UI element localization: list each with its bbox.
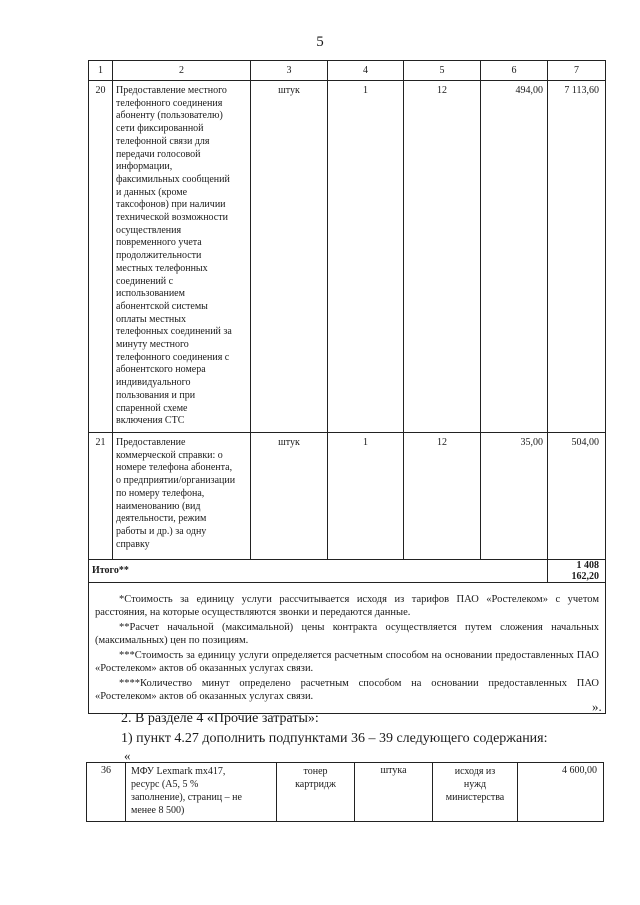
total-row — [89, 559, 606, 582]
total-value: 1 408 162,20 — [548, 559, 606, 582]
text-line: номере телефона абонента, — [116, 462, 233, 474]
total-cell: 504,00 — [548, 432, 606, 559]
subsection-paragraph: 1) пункт 4.27 дополнить подпунктами 36 – 39 следующего содержания: — [121, 731, 548, 746]
text-line: тонер — [303, 766, 328, 777]
text-line: заполнение), страниц – не — [131, 792, 242, 803]
text-line: телефонного соединения с — [116, 351, 230, 363]
item-name — [126, 763, 277, 822]
service-description — [113, 432, 251, 559]
text-line: использованием — [116, 288, 185, 300]
text-line: Предоставление — [116, 436, 186, 448]
text-line: и данных (кроме — [116, 186, 188, 198]
footnote: ****Количество минут определено расчетным способом на основании предоставленных ПАО «Ростелеком» актов об оказанных услугах связи. — [95, 677, 599, 703]
text-line: министерства — [445, 792, 505, 803]
text-line: телефонных соединений за — [116, 326, 232, 338]
price-cell: 35,00 — [481, 432, 548, 559]
text-line: абоненту (пользователю) — [116, 110, 223, 122]
source-cell — [433, 763, 518, 822]
text-line: индивидуального — [116, 377, 191, 389]
item-type — [277, 763, 355, 822]
text-line: по номеру телефона, — [116, 487, 205, 499]
text-line: передачи голосовой — [116, 148, 201, 160]
header-cell: 6 — [481, 61, 548, 81]
header-cell: 2 — [113, 61, 251, 81]
text-line: менее 8 500) — [131, 805, 185, 816]
service-description — [113, 81, 251, 433]
text-line: сети фиксированной — [116, 123, 204, 135]
text-line: включения СТС — [116, 415, 185, 427]
text-line: пользования и при — [116, 389, 196, 401]
text-line: исходя из — [454, 766, 496, 777]
header-cell: 5 — [404, 61, 481, 81]
header-cell: 4 — [328, 61, 404, 81]
row-number: 21 — [89, 432, 113, 559]
row-number: 20 — [89, 81, 113, 433]
price-cell: 4 600,00 — [518, 763, 604, 822]
text-line: Предоставление местного — [116, 85, 227, 96]
footnotes — [89, 582, 606, 713]
opening-quote: « — [124, 748, 131, 763]
notes-row — [89, 582, 606, 713]
text-line: факсимильных сообщений — [116, 173, 230, 185]
footnote: ***Стоимость за единицу услуги определяется расчетным способом на основании предоставленных ПАО «Ростелеком» актов об оказанных услугах связи. — [95, 649, 599, 675]
months-cell: 12 — [404, 432, 481, 559]
text-line: минуту местного — [116, 339, 189, 351]
text-line: коммерческой справки: о — [116, 449, 223, 461]
table-row — [89, 432, 606, 559]
quantity-cell: 1 — [328, 432, 404, 559]
section-paragraph: 2. В разделе 4 «Прочие затраты»: — [121, 711, 319, 726]
text-line: картридж — [295, 779, 336, 790]
table-header-row — [89, 61, 606, 81]
header-cell: 7 — [548, 61, 606, 81]
text-line: МФУ Lexmark mx417, — [131, 766, 226, 777]
services-table — [88, 60, 606, 714]
text-line: осуществления — [116, 224, 182, 236]
header-cell: 1 — [89, 61, 113, 81]
unit-cell: штука — [355, 763, 433, 822]
text-line: абонентского номера — [116, 364, 206, 376]
text-line: технической возможности — [116, 212, 228, 224]
quantity-cell: 1 — [328, 81, 404, 433]
total-cell: 7 113,60 — [548, 81, 606, 433]
text-line: ресурс (А5, 5 % — [131, 779, 199, 790]
footnote: *Стоимость за единицу услуги рассчитывается исходя из тарифов ПАО «Ростелеком» с учетом расстояния, на которые осуществляются звонки и передаются данные. — [95, 593, 599, 619]
text-line: повременного учета — [116, 237, 202, 249]
text-line: деятельности, режим — [116, 513, 207, 525]
text-line: справку — [116, 538, 150, 550]
total-label: Итого** — [89, 559, 548, 582]
months-cell: 12 — [404, 81, 481, 433]
text-line: спаренной схеме — [116, 402, 188, 414]
table-row — [87, 763, 604, 822]
row-number: 36 — [87, 763, 126, 822]
header-cell: 3 — [251, 61, 328, 81]
text-line: телефонного соединения — [116, 97, 223, 109]
text-line: работы и др.) за одну — [116, 525, 207, 537]
text-line: телефонной связи для — [116, 135, 210, 147]
unit-cell: штук — [251, 432, 328, 559]
footnote: **Расчет начальной (максимальной) цены контракта осуществляется путем сложения начальных (максимальных) цен по позициям. — [95, 621, 599, 647]
table-row — [89, 81, 606, 433]
text-line: о предприятии/организации — [116, 475, 236, 487]
text-line: таксофонов) при наличии — [116, 199, 226, 211]
text-line: местных телефонных — [116, 262, 208, 274]
text-line: соединений с — [116, 275, 174, 287]
text-line: абонентской системы — [116, 300, 208, 312]
other-costs-table — [86, 762, 604, 822]
text-line: информации, — [116, 161, 173, 173]
unit-cell: штук — [251, 81, 328, 433]
text-line: оплаты местных — [116, 313, 187, 325]
closing-quote: ». — [592, 699, 602, 714]
text-line: продолжительности — [116, 250, 202, 262]
page-number: 5 — [316, 34, 324, 50]
text-line: нужд — [463, 779, 487, 790]
price-cell: 494,00 — [481, 81, 548, 433]
text-line: наименованию (вид — [116, 500, 201, 512]
